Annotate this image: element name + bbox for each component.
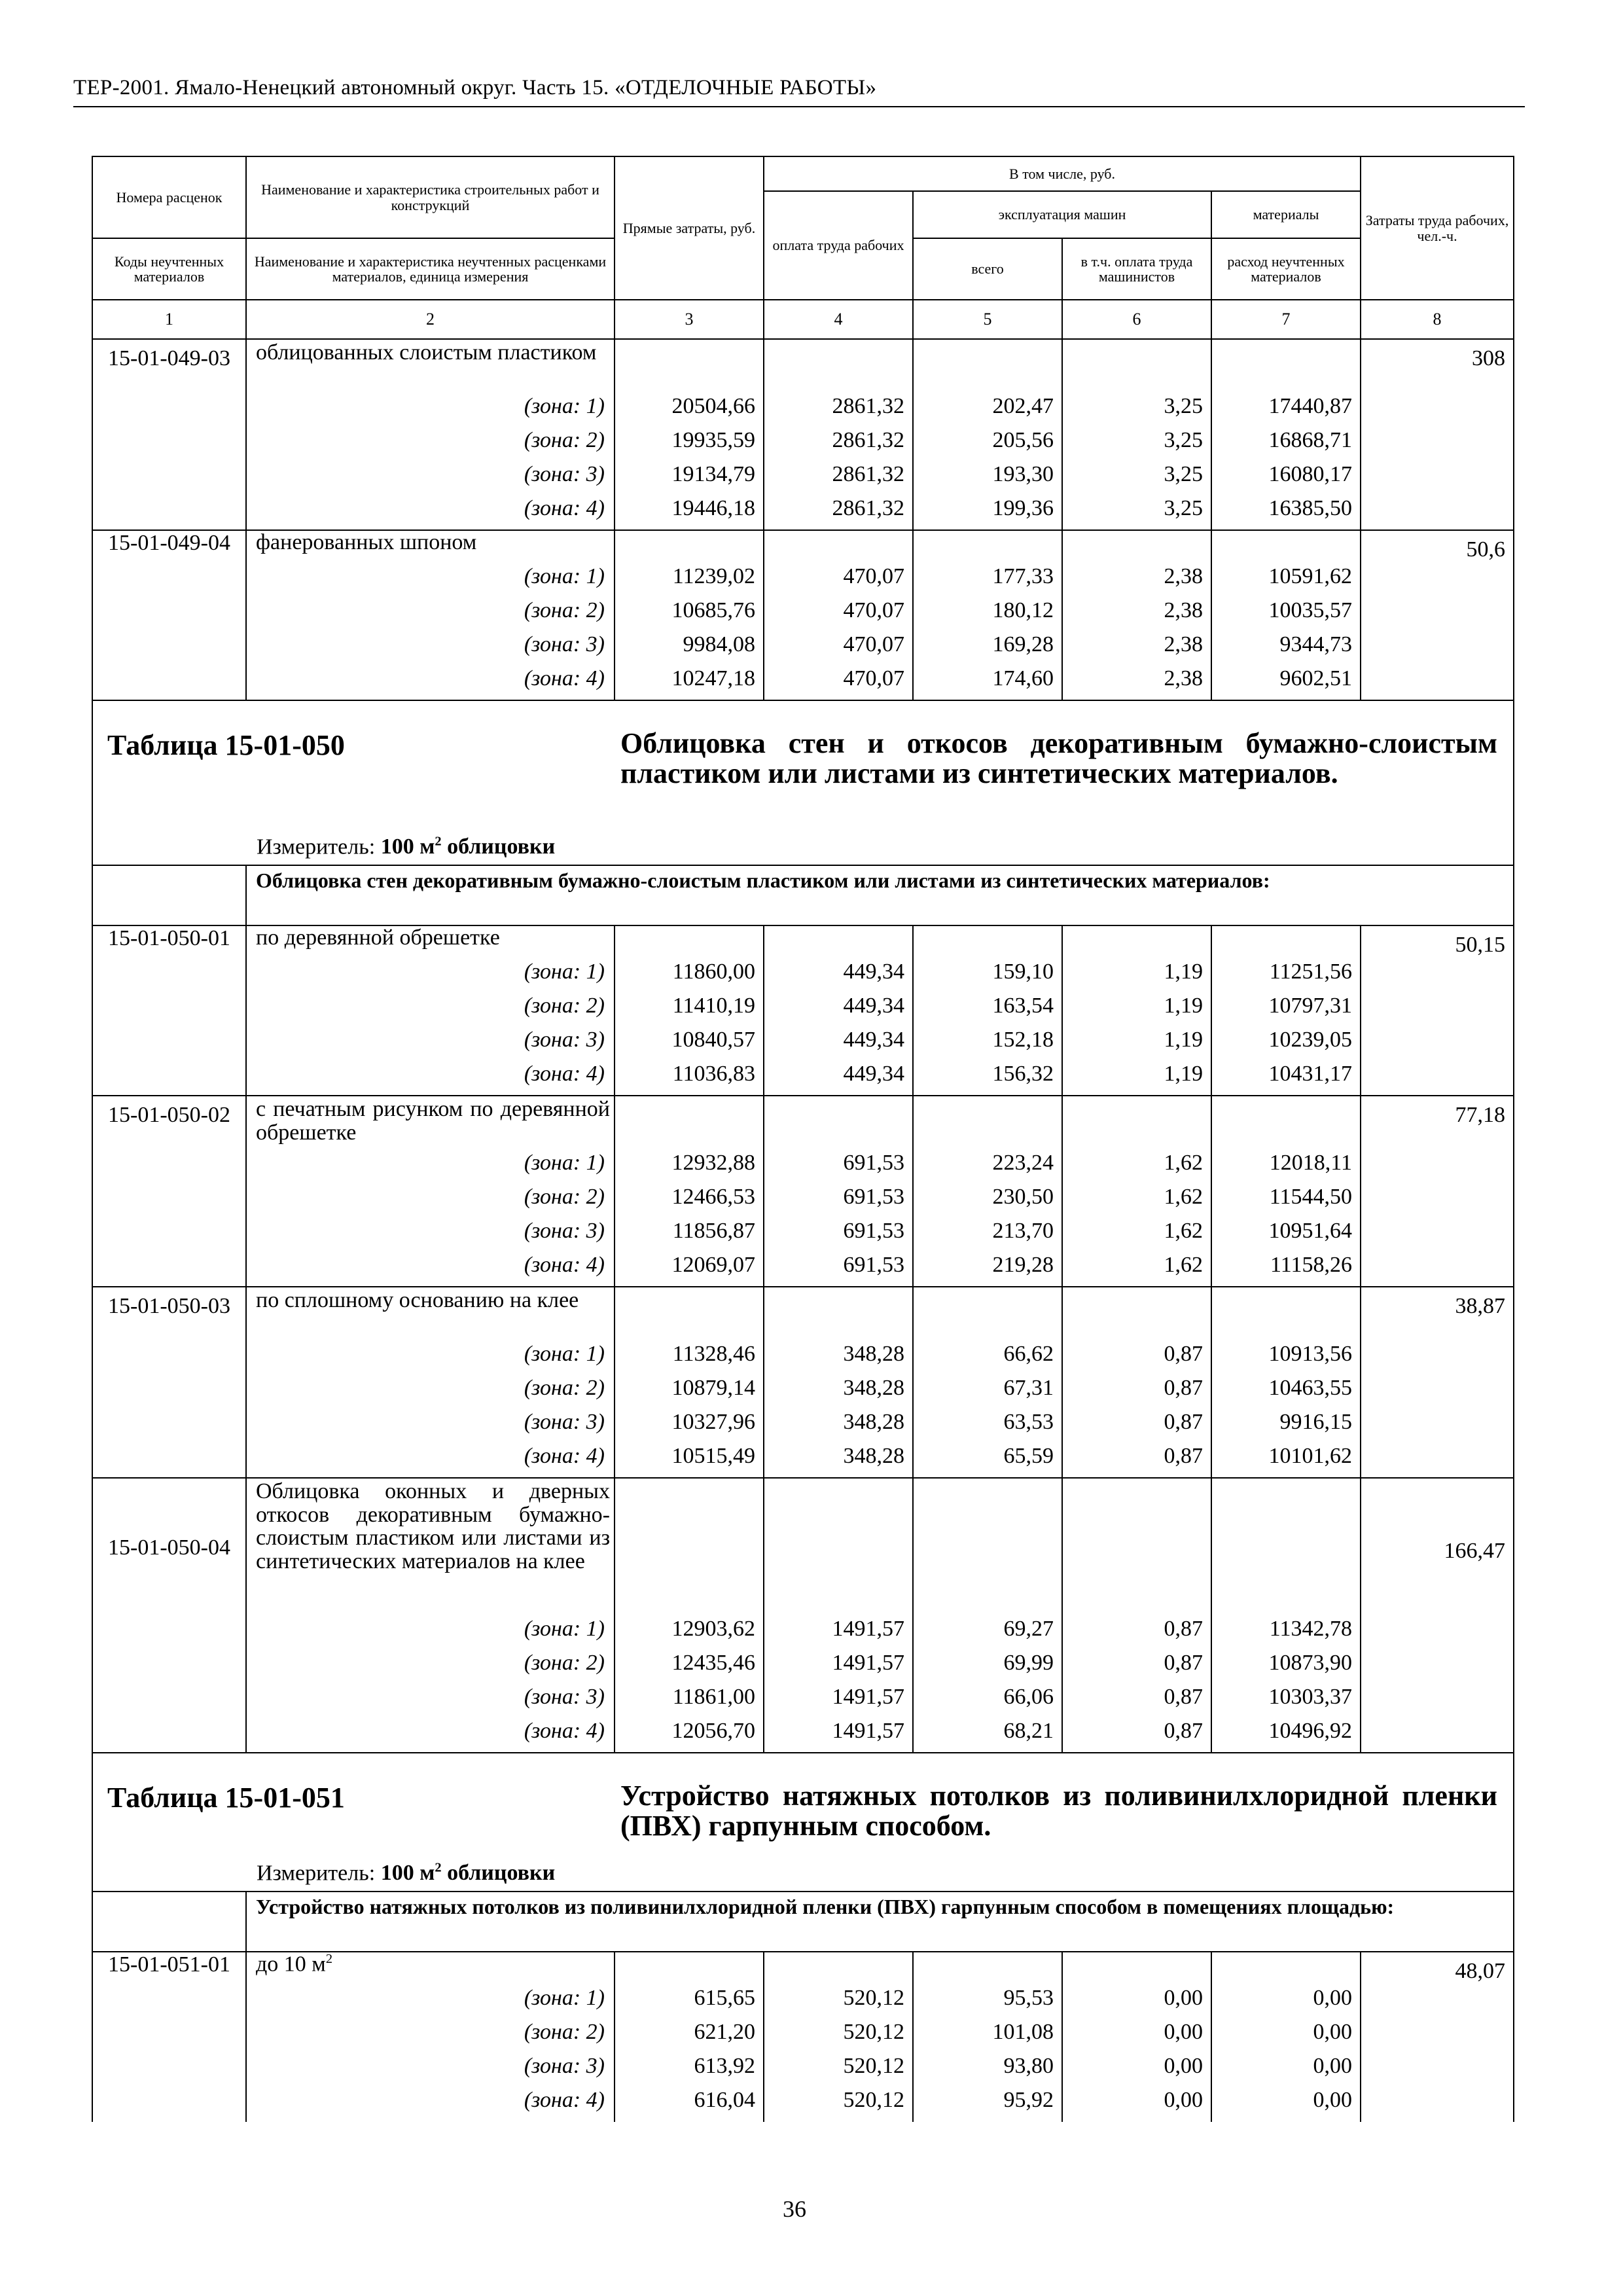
direct-cost: 12466,53 xyxy=(615,1185,764,1219)
materials: 10463,55 xyxy=(1211,1376,1361,1410)
operators-pay: 1,19 xyxy=(1062,1028,1211,1062)
direct-cost: 11036,83 xyxy=(615,1062,764,1096)
col-machines: эксплуатация машин xyxy=(913,191,1211,238)
column-number: 4 xyxy=(764,300,913,339)
labor-pay: 1491,57 xyxy=(764,1685,913,1719)
zone-row xyxy=(92,1062,1514,1096)
rate-row xyxy=(92,1478,1514,1617)
materials: 10035,57 xyxy=(1211,598,1361,632)
operators-pay: 0,87 xyxy=(1062,1719,1211,1753)
labor-pay: 449,34 xyxy=(764,1028,913,1062)
zone-row xyxy=(92,1651,1514,1685)
meter-value: 100 м xyxy=(380,1861,435,1885)
materials: 10101,62 xyxy=(1211,1444,1361,1478)
labor-cost: 48,07 xyxy=(1361,1952,1514,1986)
operators-pay: 0,00 xyxy=(1062,2054,1211,2088)
rate-name: Облицовка оконных и дверных откосов декоративным бумажно-слоистым пластиком или листами из синтетических материалов на клее xyxy=(246,1478,615,1617)
labor-pay: 691,53 xyxy=(764,1185,913,1219)
col-materials: материалы xyxy=(1211,191,1361,238)
col-name-top: Наименование и характеристика строительных работ и конструкций xyxy=(246,156,615,238)
table-meter xyxy=(257,1861,555,1886)
zone-label: (зона: 2) xyxy=(246,2020,615,2054)
table-title-block xyxy=(92,1753,1514,1892)
materials: 0,00 xyxy=(1211,2020,1361,2054)
labor-pay: 520,12 xyxy=(764,1986,913,2020)
col-code-bottom: Коды неучтенных материалов xyxy=(92,238,246,300)
zone-label: (зона: 3) xyxy=(246,1410,615,1444)
operators-pay: 1,62 xyxy=(1062,1219,1211,1253)
zone-row xyxy=(92,1685,1514,1719)
zone-row xyxy=(92,598,1514,632)
rate-name: по деревянной обрешетке xyxy=(246,925,615,960)
labor-pay: 348,28 xyxy=(764,1444,913,1478)
labor-pay: 2861,32 xyxy=(764,462,913,496)
direct-cost: 10515,49 xyxy=(615,1444,764,1478)
zone-row xyxy=(92,960,1514,994)
rate-code: 15-01-050-03 xyxy=(92,1287,246,1342)
rate-name-text: до 10 м xyxy=(256,1952,326,1977)
zone-label: (зона: 1) xyxy=(246,1151,615,1185)
machines-total: 69,27 xyxy=(913,1617,1062,1651)
machines-total: 193,30 xyxy=(913,462,1062,496)
table-meter xyxy=(257,834,555,859)
column-numbers-row xyxy=(92,300,1514,339)
column-number: 3 xyxy=(615,300,764,339)
zone-label: (зона: 2) xyxy=(246,1376,615,1410)
operators-pay: 3,25 xyxy=(1062,496,1211,530)
operators-pay: 1,19 xyxy=(1062,1062,1211,1096)
table-title: Устройство натяжных потолков из поливинилхлоридной пленки (ПВХ) гарпунным способом. xyxy=(620,1780,1497,1842)
direct-cost: 11410,19 xyxy=(615,994,764,1028)
rate-row xyxy=(92,530,1514,564)
zone-row xyxy=(92,1253,1514,1287)
zone-row xyxy=(92,632,1514,666)
zone-row xyxy=(92,1185,1514,1219)
machines-total: 213,70 xyxy=(913,1219,1062,1253)
operators-pay: 3,25 xyxy=(1062,428,1211,462)
materials: 10913,56 xyxy=(1211,1342,1361,1376)
materials: 17440,87 xyxy=(1211,394,1361,428)
materials: 11158,26 xyxy=(1211,1253,1361,1287)
materials: 12018,11 xyxy=(1211,1151,1361,1185)
zone-label: (зона: 2) xyxy=(246,1651,615,1685)
operators-pay: 2,38 xyxy=(1062,598,1211,632)
zone-row xyxy=(92,2054,1514,2088)
direct-cost: 12903,62 xyxy=(615,1617,764,1651)
labor-cost: 77,18 xyxy=(1361,1096,1514,1151)
meter-prefix: Измеритель: xyxy=(257,1861,381,1885)
zone-row xyxy=(92,1444,1514,1478)
materials: 10873,90 xyxy=(1211,1651,1361,1685)
meter-suffix: облицовки xyxy=(441,834,556,859)
materials: 10303,37 xyxy=(1211,1685,1361,1719)
rate-name xyxy=(246,1952,615,1986)
zone-label: (зона: 1) xyxy=(246,394,615,428)
zone-row xyxy=(92,1342,1514,1376)
zone-label: (зона: 3) xyxy=(246,1028,615,1062)
zone-row xyxy=(92,994,1514,1028)
materials: 10431,17 xyxy=(1211,1062,1361,1096)
machines-total: 174,60 xyxy=(913,666,1062,700)
materials: 10239,05 xyxy=(1211,1028,1361,1062)
zone-label: (зона: 4) xyxy=(246,666,615,700)
section-heading: Облицовка стен декоративным бумажно-слоистым пластиком или листами из синтетических материалов: xyxy=(246,865,1514,925)
materials: 0,00 xyxy=(1211,1986,1361,2020)
machines-total: 205,56 xyxy=(913,428,1062,462)
zone-label: (зона: 4) xyxy=(246,1444,615,1478)
zone-row xyxy=(92,1151,1514,1185)
zone-label: (зона: 4) xyxy=(246,1062,615,1096)
direct-cost: 621,20 xyxy=(615,2020,764,2054)
operators-pay: 0,87 xyxy=(1062,1342,1211,1376)
column-number: 2 xyxy=(246,300,615,339)
zone-row xyxy=(92,1028,1514,1062)
materials: 10951,64 xyxy=(1211,1219,1361,1253)
materials: 16385,50 xyxy=(1211,496,1361,530)
operators-pay: 0,87 xyxy=(1062,1376,1211,1410)
zone-label: (зона: 2) xyxy=(246,994,615,1028)
materials: 9602,51 xyxy=(1211,666,1361,700)
labor-pay: 470,07 xyxy=(764,666,913,700)
zone-label: (зона: 4) xyxy=(246,496,615,530)
column-number: 5 xyxy=(913,300,1062,339)
materials: 10591,62 xyxy=(1211,564,1361,598)
zone-row xyxy=(92,1719,1514,1753)
meter-value: 100 м xyxy=(380,834,435,859)
materials: 9344,73 xyxy=(1211,632,1361,666)
zone-label: (зона: 1) xyxy=(246,564,615,598)
zone-row xyxy=(92,564,1514,598)
direct-cost: 12435,46 xyxy=(615,1651,764,1685)
labor-pay: 691,53 xyxy=(764,1253,913,1287)
labor-pay: 348,28 xyxy=(764,1342,913,1376)
operators-pay: 2,38 xyxy=(1062,666,1211,700)
rate-row xyxy=(92,1952,1514,1986)
rate-row xyxy=(92,339,1514,394)
direct-cost: 10327,96 xyxy=(615,1410,764,1444)
labor-pay: 470,07 xyxy=(764,632,913,666)
table-label: Таблица 15-01-050 xyxy=(107,729,345,761)
column-number: 8 xyxy=(1361,300,1514,339)
direct-cost: 11861,00 xyxy=(615,1685,764,1719)
labor-pay: 1491,57 xyxy=(764,1617,913,1651)
labor-pay: 348,28 xyxy=(764,1410,913,1444)
machines-total: 152,18 xyxy=(913,1028,1062,1062)
machines-total: 163,54 xyxy=(913,994,1062,1028)
zone-label: (зона: 3) xyxy=(246,462,615,496)
direct-cost: 20504,66 xyxy=(615,394,764,428)
operators-pay: 1,62 xyxy=(1062,1185,1211,1219)
rates-table xyxy=(92,156,1514,2122)
labor-pay: 1491,57 xyxy=(764,1719,913,1753)
col-name-bottom: Наименование и характеристика неучтенных расценками материалов, единица измерения xyxy=(246,238,615,300)
col-labor: оплата труда рабочих xyxy=(764,191,913,300)
zone-label: (зона: 1) xyxy=(246,1617,615,1651)
labor-pay: 2861,32 xyxy=(764,428,913,462)
zone-row xyxy=(92,428,1514,462)
operators-pay: 1,19 xyxy=(1062,960,1211,994)
direct-cost: 10247,18 xyxy=(615,666,764,700)
materials: 10496,92 xyxy=(1211,1719,1361,1753)
labor-pay: 520,12 xyxy=(764,2020,913,2054)
operators-pay: 2,38 xyxy=(1062,564,1211,598)
labor-pay: 520,12 xyxy=(764,2088,913,2122)
machines-total: 199,36 xyxy=(913,496,1062,530)
operators-pay: 1,62 xyxy=(1062,1151,1211,1185)
direct-cost: 19935,59 xyxy=(615,428,764,462)
machines-total: 95,92 xyxy=(913,2088,1062,2122)
col-incl: В том числе, руб. xyxy=(764,156,1361,191)
direct-cost: 10879,14 xyxy=(615,1376,764,1410)
rate-name: фанерованных шпоном xyxy=(246,530,615,564)
machines-total: 66,06 xyxy=(913,1685,1062,1719)
machines-total: 66,62 xyxy=(913,1342,1062,1376)
materials: 0,00 xyxy=(1211,2054,1361,2088)
direct-cost: 11860,00 xyxy=(615,960,764,994)
zone-label: (зона: 2) xyxy=(246,428,615,462)
labor-pay: 470,07 xyxy=(764,598,913,632)
header-rule xyxy=(73,106,1525,107)
direct-cost: 19446,18 xyxy=(615,496,764,530)
column-number: 6 xyxy=(1062,300,1211,339)
machines-total: 177,33 xyxy=(913,564,1062,598)
machines-total: 169,28 xyxy=(913,632,1062,666)
materials: 11251,56 xyxy=(1211,960,1361,994)
zone-row xyxy=(92,666,1514,700)
rate-name: по сплошному основанию на клее xyxy=(246,1287,615,1342)
zone-label: (зона: 3) xyxy=(246,1219,615,1253)
rate-code: 15-01-049-04 xyxy=(92,530,246,564)
labor-cost: 50,6 xyxy=(1361,530,1514,564)
operators-pay: 0,00 xyxy=(1062,2020,1211,2054)
zone-label: (зона: 3) xyxy=(246,2054,615,2088)
machines-total: 93,80 xyxy=(913,2054,1062,2088)
rate-name: с печатным рисунком по деревянной обрешетке xyxy=(246,1096,615,1151)
meter-prefix: Измеритель: xyxy=(257,834,381,859)
zone-row xyxy=(92,1219,1514,1253)
zone-label: (зона: 4) xyxy=(246,2088,615,2122)
zone-row xyxy=(92,496,1514,530)
direct-cost: 616,04 xyxy=(615,2088,764,2122)
labor-pay: 348,28 xyxy=(764,1376,913,1410)
machines-total: 223,24 xyxy=(913,1151,1062,1185)
materials: 11342,78 xyxy=(1211,1617,1361,1651)
zone-row xyxy=(92,2088,1514,2122)
operators-pay: 0,87 xyxy=(1062,1617,1211,1651)
labor-pay: 691,53 xyxy=(764,1219,913,1253)
operators-pay: 0,00 xyxy=(1062,1986,1211,2020)
meter-sup: 2 xyxy=(435,834,442,849)
direct-cost: 12932,88 xyxy=(615,1151,764,1185)
direct-cost: 9984,08 xyxy=(615,632,764,666)
operators-pay: 0,87 xyxy=(1062,1651,1211,1685)
operators-pay: 3,25 xyxy=(1062,394,1211,428)
operators-pay: 0,87 xyxy=(1062,1685,1211,1719)
machines-total: 63,53 xyxy=(913,1410,1062,1444)
table-title-block xyxy=(92,700,1514,865)
col-code-top: Номера расценок xyxy=(92,156,246,238)
materials: 9916,15 xyxy=(1211,1410,1361,1444)
machines-total: 69,99 xyxy=(913,1651,1062,1685)
zone-label: (зона: 2) xyxy=(246,1185,615,1219)
zone-row xyxy=(92,1376,1514,1410)
page-number: 36 xyxy=(783,2196,806,2222)
zone-label: (зона: 4) xyxy=(246,1719,615,1753)
labor-pay: 449,34 xyxy=(764,960,913,994)
table-title: Облицовка стен и откосов декоративным бумажно-слоистым пластиком или листами из синтетических материалов. xyxy=(620,727,1497,790)
zone-label: (зона: 3) xyxy=(246,1685,615,1719)
zone-row xyxy=(92,1986,1514,2020)
machines-total: 219,28 xyxy=(913,1253,1062,1287)
machines-total: 156,32 xyxy=(913,1062,1062,1096)
direct-cost: 613,92 xyxy=(615,2054,764,2088)
zone-row xyxy=(92,462,1514,496)
rate-name: облицованных слоистым пластиком xyxy=(246,339,615,394)
machines-total: 230,50 xyxy=(913,1185,1062,1219)
zone-row xyxy=(92,2020,1514,2054)
running-header: ТЕР-2001. Ямало-Ненецкий автономный округ. Часть 15. «ОТДЕЛОЧНЫЕ РАБОТЫ» xyxy=(73,76,877,99)
rate-row xyxy=(92,1287,1514,1342)
section-row xyxy=(92,865,1514,925)
labor-pay: 691,53 xyxy=(764,1151,913,1185)
materials: 16868,71 xyxy=(1211,428,1361,462)
zone-label: (зона: 1) xyxy=(246,960,615,994)
materials: 11544,50 xyxy=(1211,1185,1361,1219)
zone-label: (зона: 1) xyxy=(246,1986,615,2020)
meter-sup: 2 xyxy=(435,1860,442,1875)
zone-row xyxy=(92,1617,1514,1651)
labor-cost: 50,15 xyxy=(1361,925,1514,960)
machines-total: 68,21 xyxy=(913,1719,1062,1753)
zone-row xyxy=(92,394,1514,428)
rate-row xyxy=(92,1096,1514,1151)
labor-pay: 2861,32 xyxy=(764,394,913,428)
col-materials-unaccounted: расход неучтенных материалов xyxy=(1211,238,1361,300)
direct-cost: 12069,07 xyxy=(615,1253,764,1287)
zone-label: (зона: 1) xyxy=(246,1342,615,1376)
labor-cost: 38,87 xyxy=(1361,1287,1514,1342)
rate-row xyxy=(92,925,1514,960)
direct-cost: 11239,02 xyxy=(615,564,764,598)
operators-pay: 3,25 xyxy=(1062,462,1211,496)
rate-code: 15-01-050-01 xyxy=(92,925,246,960)
direct-cost: 615,65 xyxy=(615,1986,764,2020)
machines-total: 159,10 xyxy=(913,960,1062,994)
labor-cost: 166,47 xyxy=(1361,1478,1514,1617)
machines-total: 101,08 xyxy=(913,2020,1062,2054)
rate-code: 15-01-051-01 xyxy=(92,1952,246,1986)
rate-name-sup: 2 xyxy=(325,1952,333,1966)
direct-cost: 10685,76 xyxy=(615,598,764,632)
machines-total: 180,12 xyxy=(913,598,1062,632)
labor-pay: 449,34 xyxy=(764,1062,913,1096)
operators-pay: 1,19 xyxy=(1062,994,1211,1028)
rate-code: 15-01-049-03 xyxy=(92,339,246,394)
section-heading: Устройство натяжных потолков из поливинилхлоридной пленки (ПВХ) гарпунным способом в помещениях площадью: xyxy=(246,1892,1514,1952)
section-row xyxy=(92,1892,1514,1952)
machines-total: 67,31 xyxy=(913,1376,1062,1410)
table-label: Таблица 15-01-051 xyxy=(107,1782,345,1814)
direct-cost: 11856,87 xyxy=(615,1219,764,1253)
operators-pay: 0,87 xyxy=(1062,1444,1211,1478)
col-machines-operators: в т.ч. оплата труда машинистов xyxy=(1062,238,1211,300)
zone-label: (зона: 2) xyxy=(246,598,615,632)
materials: 0,00 xyxy=(1211,2088,1361,2122)
labor-pay: 2861,32 xyxy=(764,496,913,530)
materials: 16080,17 xyxy=(1211,462,1361,496)
labor-pay: 520,12 xyxy=(764,2054,913,2088)
labor-pay: 449,34 xyxy=(764,994,913,1028)
operators-pay: 0,00 xyxy=(1062,2088,1211,2122)
col-direct: Прямые затраты, руб. xyxy=(615,156,764,300)
operators-pay: 1,62 xyxy=(1062,1253,1211,1287)
direct-cost: 11328,46 xyxy=(615,1342,764,1376)
zone-label: (зона: 3) xyxy=(246,632,615,666)
rate-code: 15-01-050-02 xyxy=(92,1096,246,1151)
labor-pay: 1491,57 xyxy=(764,1651,913,1685)
machines-total: 202,47 xyxy=(913,394,1062,428)
machines-total: 65,59 xyxy=(913,1444,1062,1478)
column-number: 7 xyxy=(1211,300,1361,339)
rate-code: 15-01-050-04 xyxy=(92,1478,246,1617)
meter-suffix: облицовки xyxy=(441,1861,556,1885)
labor-cost: 308 xyxy=(1361,339,1514,394)
operators-pay: 2,38 xyxy=(1062,632,1211,666)
col-machines-total: всего xyxy=(913,238,1062,300)
column-number: 1 xyxy=(92,300,246,339)
zone-label: (зона: 4) xyxy=(246,1253,615,1287)
materials: 10797,31 xyxy=(1211,994,1361,1028)
direct-cost: 10840,57 xyxy=(615,1028,764,1062)
direct-cost: 12056,70 xyxy=(615,1719,764,1753)
direct-cost: 19134,79 xyxy=(615,462,764,496)
labor-pay: 470,07 xyxy=(764,564,913,598)
operators-pay: 0,87 xyxy=(1062,1410,1211,1444)
zone-row xyxy=(92,1410,1514,1444)
col-labor-cost: Затраты труда рабочих, чел.-ч. xyxy=(1361,156,1514,300)
machines-total: 95,53 xyxy=(913,1986,1062,2020)
